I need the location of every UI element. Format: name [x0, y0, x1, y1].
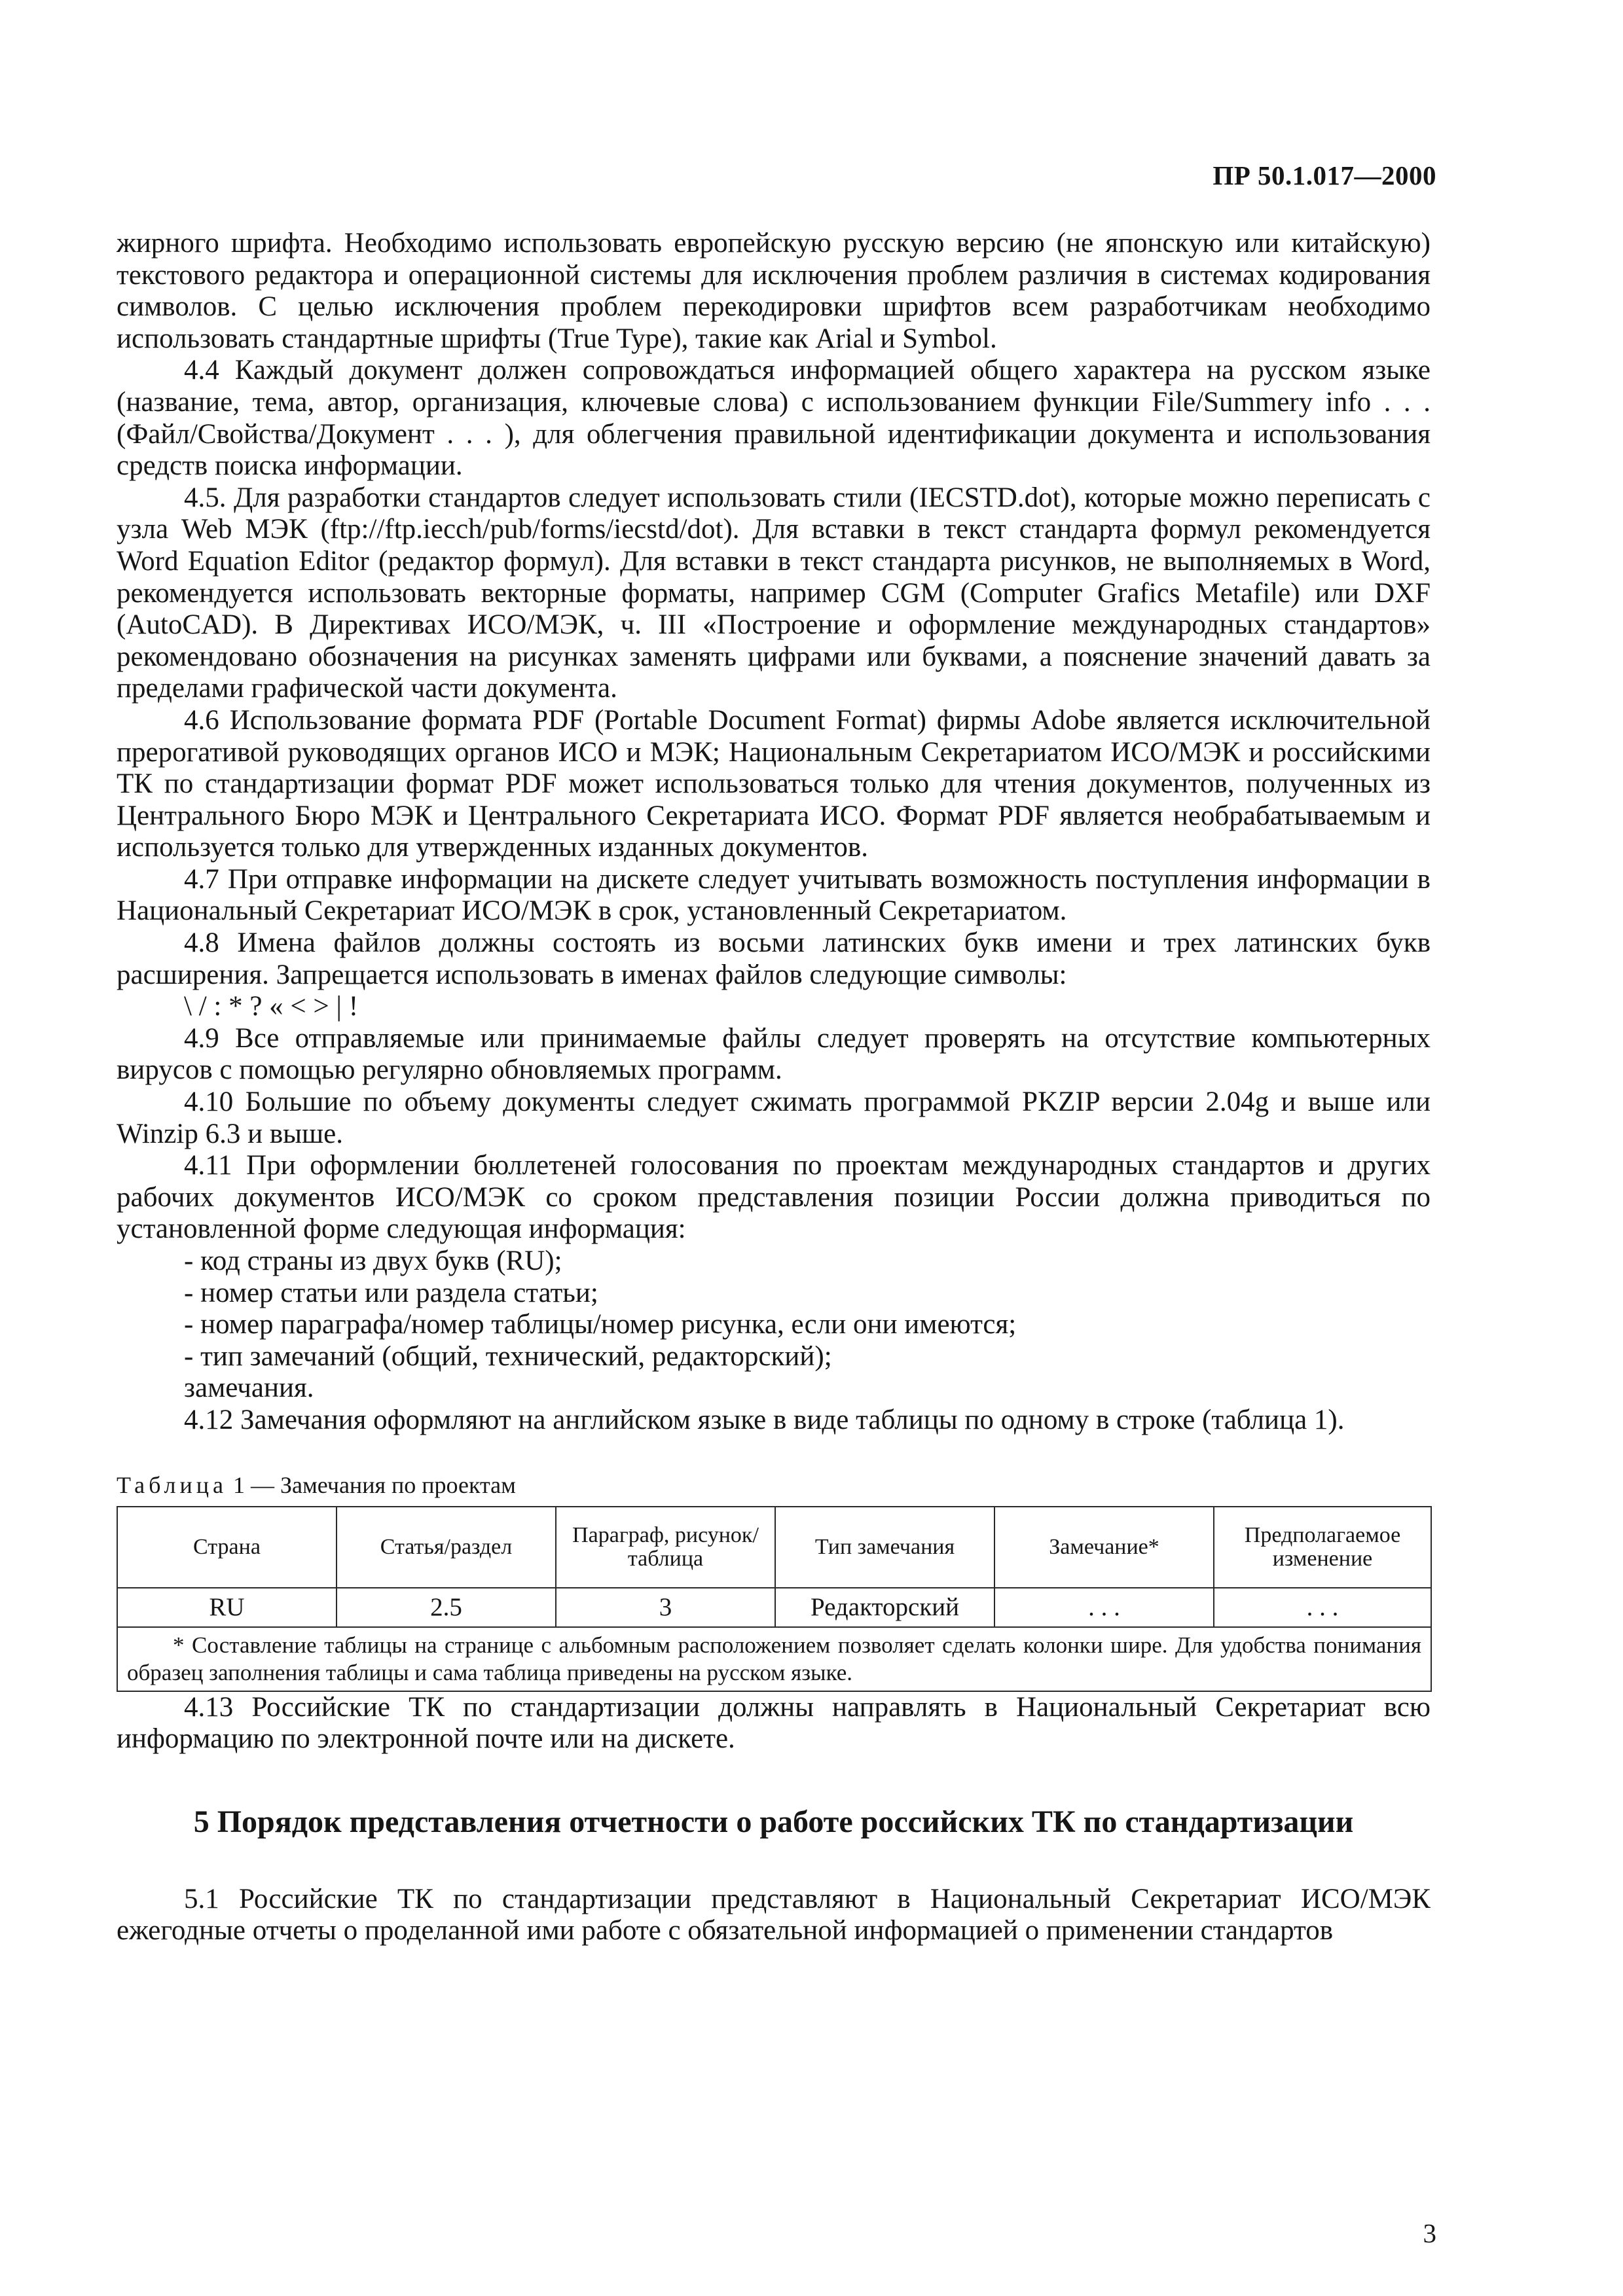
- list-item: - номер параграфа/номер таблицы/номер рисунка, если они имеются;: [184, 1309, 1017, 1340]
- list-item: - код страны из двух букв (RU);: [184, 1246, 562, 1276]
- paragraph-4-9: 4.9 Все отправляемые или принимаемые файлы следует проверять на отсутствие компьютерных вирусов с помощью регулярно обновляемых программ.: [117, 1022, 1431, 1086]
- table-footnote: * Составление таблицы на странице с альбомным расположением позволяет сделать колонки шире. Для удобства понимания образец заполнения таблицы и сама таблица приведены на русском языке.: [117, 1627, 1431, 1691]
- table-cell: 2.5: [337, 1588, 556, 1627]
- paragraph-5-1: 5.1 Российские ТК по стандартизации представляют в Национальный Секретариат ИСО/МЭК ежегодные отчеты о проделанной ими работе с обязательной информацией о применении стандартов: [117, 1883, 1431, 1946]
- table-cell: . . .: [1214, 1588, 1431, 1627]
- paragraph-4-11: 4.11 При оформлении бюллетеней голосования по проектам международных стандартов и других рабочих документов ИСО/МЭК со сроком представления позиции России должна приводиться по установленной форме следующая информация:: [117, 1150, 1431, 1245]
- header-cell-remark: Замечание*: [994, 1507, 1214, 1588]
- paragraph-4-4: 4.4 Каждый документ должен сопровождаться информацией общего характера на русском языке (название, тема, автор, организация, ключевые слова) с использованием функции File/Summery info . . . (Файл/Свойства/Документ . . . ), для облегчения правильной идентификации документа и использования средств поиска информации.: [117, 355, 1431, 482]
- section-5-heading: 5 Порядок представления отчетности о работе российских ТК по стандартизации: [193, 1804, 1354, 1839]
- paragraph-4-12: 4.12 Замечания оформляют на английском языке в виде таблицы по одному в строке (таблица 1).: [184, 1404, 1345, 1435]
- header-cell-article: Статья/раздел: [337, 1507, 556, 1588]
- paragraph-4-10: 4.10 Большие по объему документы следует сжимать программой PKZIP версии 2.04g и выше или Winzip 6.3 и выше.: [117, 1086, 1431, 1149]
- paragraph-4-13: 4.13 Российские ТК по стандартизации должны направлять в Национальный Секретариат всю информацию по электронной почте или на дискете.: [117, 1691, 1431, 1755]
- paragraph-4-8: 4.8 Имена файлов должны состоять из восьми латинских букв имени и трех латинских букв расширения. Запрещается использовать в именах файлов следующие символы:: [117, 927, 1431, 990]
- table-cell: 3: [556, 1588, 775, 1627]
- list-item: - тип замечаний (общий, технический, редакторский);: [184, 1340, 832, 1372]
- main-text: [117, 228, 1431, 1947]
- remarks-table: [117, 1506, 1432, 1692]
- header-cell-paragraph: Параграф, рисунок/таблица: [556, 1507, 775, 1588]
- page-number: 3: [1423, 2218, 1436, 2248]
- list-item: замечания.: [184, 1372, 314, 1404]
- paragraph-4-6: 4.6 Использование формата PDF (Portable Document Format) фирмы Adobe является исключительной прерогативой руководящих органов ИСО и МЭК; Национальным Секретариатом ИСО/МЭК и российскими ТК по стандартизации формат PDF может использоваться только для чтения документов, полученных из Центрального Бюро МЭК и Центрального Секретариата ИСО. Формат PDF является необрабатываемым и используется только для утвержденных изданных документов.: [117, 704, 1431, 863]
- table-cell: . . .: [994, 1588, 1214, 1627]
- list-item: - номер статьи или раздела статьи;: [184, 1277, 598, 1308]
- header-cell-proposed-change: Предполагаемое изменение: [1214, 1507, 1431, 1588]
- table-row: [117, 1588, 1431, 1627]
- paragraph-4-7: 4.7 При отправке информации на дискете следует учитывать возможность поступления информации в Национальный Секретариат ИСО/МЭК в срок, установленный Секретариатом.: [117, 863, 1431, 927]
- table-footnote-row: [117, 1627, 1431, 1691]
- paragraph-continuation: жирного шрифта. Необходимо использовать европейскую русскую версию (не японскую или китайскую) текстового редактора и операционной системы для исключения проблем различия в системах кодирования символов. С целью исключения проблем перекодировки шрифтов всем разработчикам необходимо использовать стандартные шрифты (True Type), такие как Arial и Symbol.: [117, 228, 1431, 354]
- header-cell-country: Страна: [117, 1507, 337, 1588]
- paragraph-4-5: 4.5. Для разработки стандартов следует использовать стили (IECSTD.dot), которые можно переписать с узла Web МЭК (ftp://ftp.iecch/pub/forms/iecstd/dot). Для вставки в текст стандарта формул рекомендуется Word Equation Editor (редактор формул). Для вставки в текст стандарта рисунков, не выполняемых в Word, рекомендуется использовать векторные форматы, например CGM (Computer Grafics Metafile) или DXF (AutoCAD). В Директивах ИСО/МЭК, ч. III «Построение и оформление международных стандартов» рекомендовано обозначения на рисунках заменять цифрами или буквами, а пояснение значений давать за пределами графической части документа.: [117, 482, 1431, 704]
- table-header-row: [117, 1507, 1431, 1588]
- document-code: ПР 50.1.017—2000: [1213, 160, 1436, 190]
- table-cell: Редакторский: [775, 1588, 994, 1627]
- table-caption: [117, 1471, 1431, 1499]
- forbidden-symbols: \ / : * ? « < > | !: [184, 991, 359, 1022]
- table-caption-text: 1 — Замечания по проектам: [227, 1471, 516, 1498]
- table-cell: RU: [117, 1588, 337, 1627]
- header-cell-remark-type: Тип замечания: [775, 1507, 994, 1588]
- table-caption-label: Таблица: [117, 1471, 227, 1498]
